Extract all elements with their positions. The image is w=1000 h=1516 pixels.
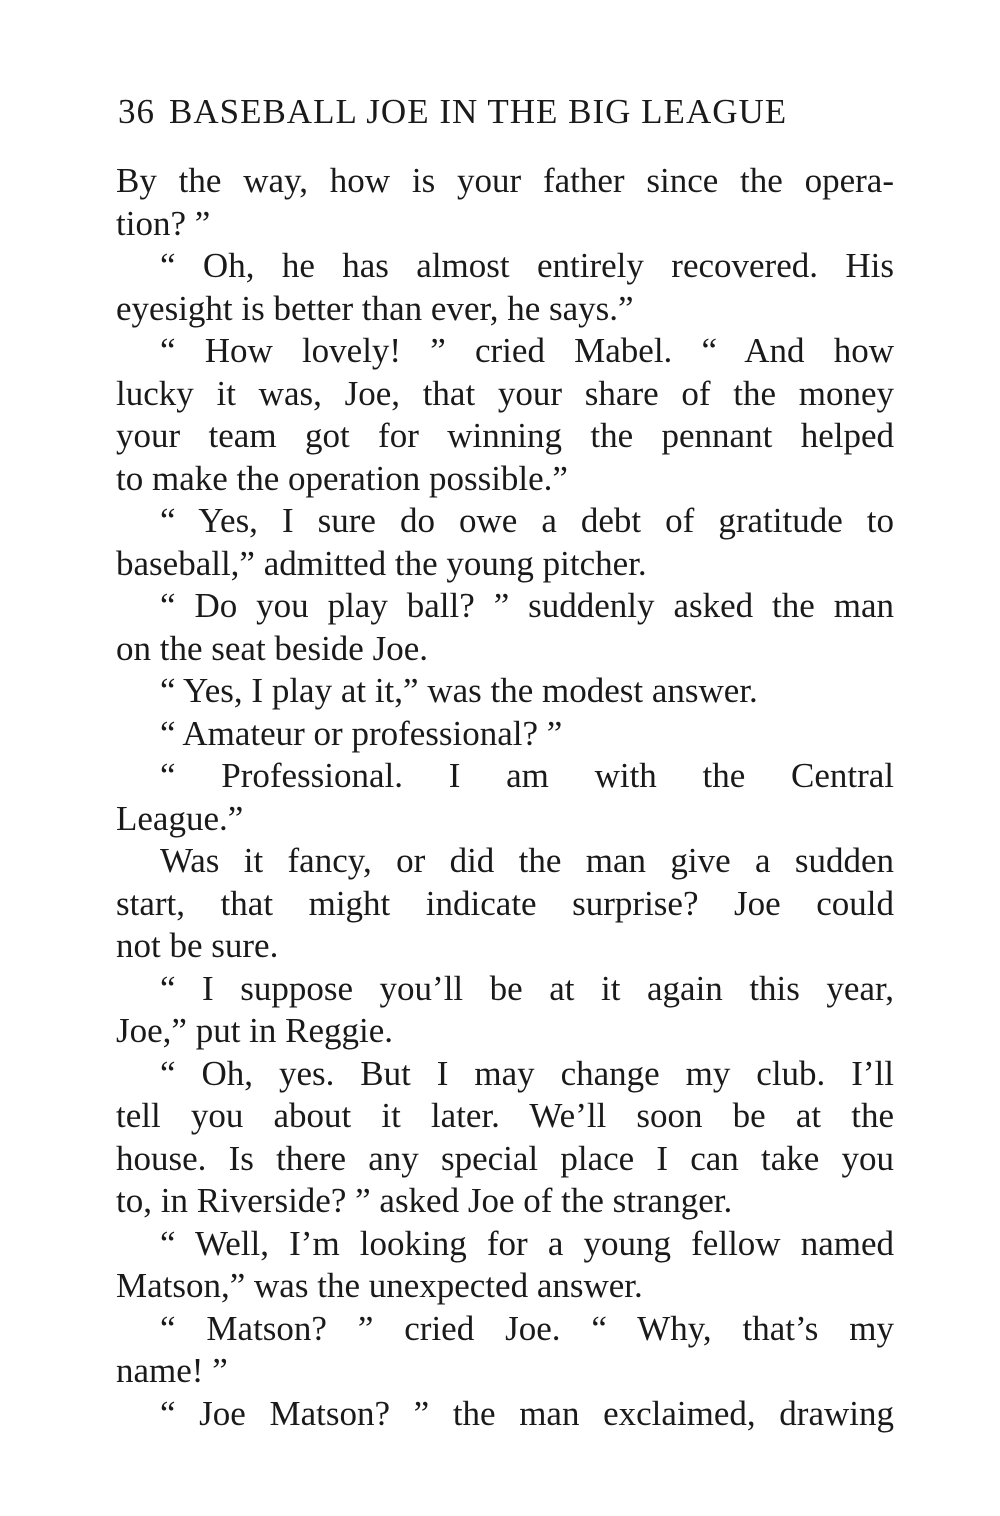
- text-line: to make the operation possible.”: [116, 458, 568, 498]
- text-line: lucky it was, Joe, that your share of the money: [116, 373, 894, 413]
- text-line: “ Joe Matson? ” the man exclaimed, drawing: [160, 1393, 894, 1433]
- body-text: [116, 160, 894, 1435]
- text-line: eyesight is better than ever, he says.”: [116, 288, 634, 328]
- running-title: BASEBALL JOE IN THE BIG LEAGUE: [169, 92, 788, 131]
- text-line: “ How lovely! ” cried Mabel. “ And how: [160, 331, 894, 370]
- text-line: “ Yes, I play at it,” was the modest answer.: [160, 671, 758, 710]
- text-line: name! ”: [116, 1351, 228, 1390]
- text-line: start, that might indicate surprise? Joe could: [116, 883, 894, 923]
- text-line: “ Matson? ” cried Joe. “ Why, that’s my: [160, 1308, 894, 1348]
- text-line: Joe,” put in Reggie.: [116, 1011, 394, 1050]
- text-line: “ Oh, yes. But I may change my club. I’ll: [160, 1053, 894, 1093]
- text-line: “ Professional. I am with the Central: [160, 756, 894, 795]
- text-line: Matson,” was the unexpected answer.: [116, 1266, 643, 1305]
- text-line: Was it fancy, or did the man give a sudden: [160, 841, 894, 880]
- text-line: baseball,” admitted the young pitcher.: [116, 543, 647, 583]
- text-line: “ Oh, he has almost entirely recovered. His: [160, 246, 894, 285]
- text-line: “ Do you play ball? ” suddenly asked the man: [160, 586, 894, 625]
- text-line: “ I suppose you’ll be at it again this year,: [160, 968, 894, 1008]
- text-line: house. Is there any special place I can take you: [116, 1138, 894, 1178]
- text-line: By the way, how is your father since the opera-: [116, 161, 894, 200]
- text-line: League.”: [116, 798, 244, 838]
- text-line: “ Amateur or professional? ”: [160, 713, 563, 753]
- text-line: on the seat beside Joe.: [116, 628, 428, 668]
- page-number: 36: [118, 92, 155, 131]
- text-line: “ Yes, I sure do owe a debt of gratitude to: [160, 501, 894, 540]
- text-line: not be sure.: [116, 926, 279, 965]
- running-head: [118, 92, 888, 142]
- text-line: tion? ”: [116, 203, 211, 243]
- text-line: your team got for winning the pennant helped: [116, 416, 894, 455]
- text-line: tell you about it later. We’ll soon be at the: [116, 1096, 894, 1135]
- text-line: “ Well, I’m looking for a young fellow named: [160, 1223, 894, 1263]
- text-line: to, in Riverside? ” asked Joe of the stranger.: [116, 1181, 733, 1220]
